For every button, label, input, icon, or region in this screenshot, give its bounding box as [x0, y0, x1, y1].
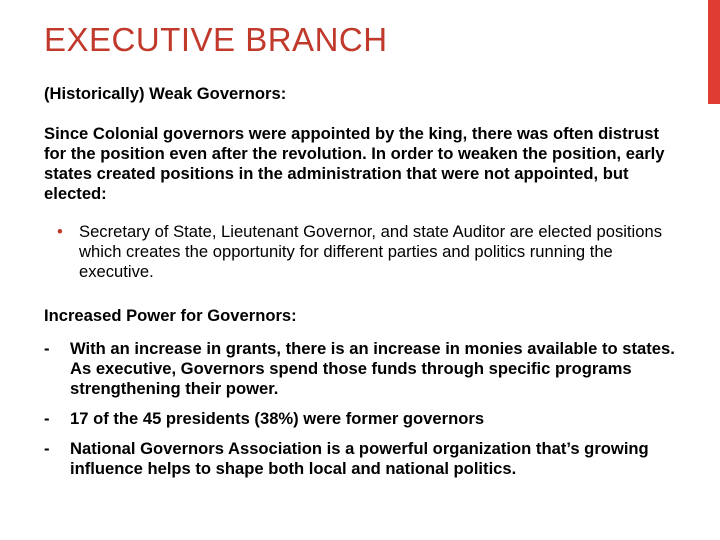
- dash-icon: -: [44, 439, 50, 458]
- dash-icon: -: [44, 339, 50, 358]
- list-item-text: With an increase in grants, there is an increase in monies available to states. As executive, Governors spend those funds through specific programs strengthening their power.: [70, 339, 675, 398]
- bullet-text: Secretary of State, Lieutenant Governor, and state Auditor are elected positions which creates the opportunity for different parties and politics running the executive.: [79, 222, 662, 281]
- accent-bar: [708, 0, 720, 104]
- list-item: [44, 409, 680, 429]
- list-item: [44, 439, 680, 479]
- weak-governors-paragraph: Since Colonial governors were appointed by the king, there was often distrust for the position even after the revolution. In order to weaken the position, early states created positions in the administration that were not appointed, but elected:: [44, 124, 665, 203]
- weak-governors-heading: (Historically) Weak Governors:: [44, 84, 287, 103]
- slide-content: [44, 84, 680, 489]
- list-item-text: National Governors Association is a powerful organization that’s growing influence helps to shape both local and national politics.: [70, 439, 649, 478]
- bullet-icon: •: [57, 222, 63, 241]
- list-item: [44, 339, 680, 399]
- power-list: [44, 339, 680, 479]
- slide-title: EXECUTIVE BRANCH: [44, 21, 388, 58]
- bullet-item: [57, 222, 680, 282]
- list-item-text: 17 of the 45 presidents (38%) were former governors: [70, 409, 485, 428]
- dash-icon: -: [44, 409, 50, 428]
- increased-power-heading: Increased Power for Governors:: [44, 306, 297, 325]
